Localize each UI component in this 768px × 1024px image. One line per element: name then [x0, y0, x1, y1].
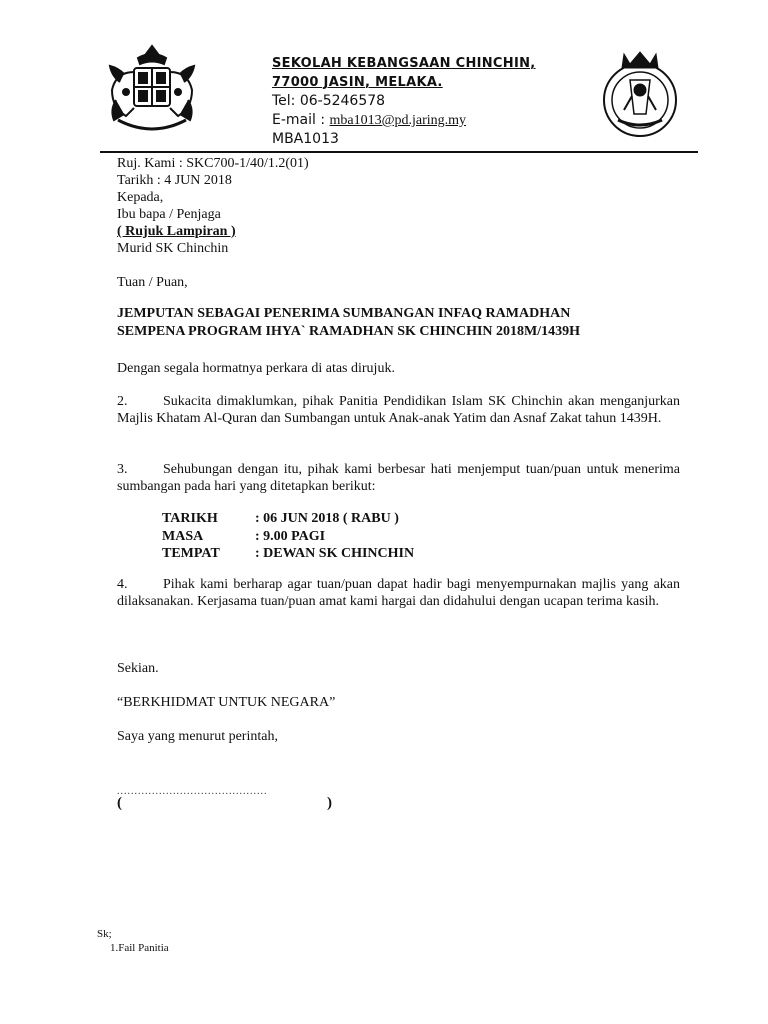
school-letterhead	[272, 54, 536, 149]
detail-row-time	[162, 528, 414, 546]
paragraph-4	[117, 576, 680, 610]
reference-block	[117, 155, 680, 257]
title-line-1: JEMPUTAN SEBAGAI PENERIMA SUMBANGAN INFAQ RAMADHAN	[117, 306, 571, 321]
cc-item: 1.Fail Panitia	[110, 942, 169, 954]
paragraph-2	[117, 393, 680, 427]
coat-of-arms-emblem-icon	[100, 42, 205, 138]
cc-label: Sk;	[97, 928, 112, 940]
signatory-open-paren: (	[117, 795, 122, 811]
signatory-name-placeholder	[117, 795, 332, 812]
recipient-name: Ibu bapa / Penjaga	[117, 207, 221, 222]
paragraph-4-number: 4.	[117, 577, 128, 592]
detail-value: : 9.00 PAGI	[255, 528, 326, 544]
signature-line: ...........................................	[117, 786, 268, 797]
paragraph-4-text: Pihak kami berharap agar tuan/puan dapat hadir bagi menyempurnakan majlis yang akan dilaksanakan. Kerjasama tuan/puan amat kami hargai dan didahului dengan ucapan terima kasih.	[117, 577, 680, 609]
opening-paragraph: Dengan segala hormatnya perkara di atas dirujuk.	[117, 361, 395, 376]
school-crest-icon	[590, 40, 690, 140]
paragraph-3-number: 3.	[117, 462, 128, 477]
paragraph-3-text: Sehubungan dengan itu, pihak kami berbesar hati menjemput tuan/puan untuk menerima sumbangan pada hari yang ditetapkan berikut:	[117, 462, 680, 494]
signatory-close-paren: )	[327, 795, 332, 811]
detail-value: : 06 JUN 2018 ( RABU )	[255, 511, 399, 526]
motto: “BERKHIDMAT UNTUK NEGARA”	[117, 695, 336, 710]
email-label: E-mail :	[272, 112, 326, 128]
school-email-line	[272, 111, 536, 130]
paragraph-2-text: Sukacita dimaklumkan, pihak Panitia Pendidikan Islam SK Chinchin akan menganjurkan Majlis Khatam Al-Quran dan Sumbangan untuk Anak-anak Yatim dan Asnaf Zakat tahun 1439H.	[117, 394, 680, 426]
detail-key: TEMPAT	[162, 546, 220, 561]
detail-key: TARIKH	[162, 511, 218, 526]
paragraph-2-number: 2.	[117, 394, 128, 409]
school-name: SEKOLAH KEBANGSAAN CHINCHIN,	[272, 56, 536, 71]
school-code: MBA1013	[272, 131, 339, 147]
detail-value: : DEWAN SK CHINCHIN	[255, 546, 415, 561]
paragraph-3	[117, 461, 680, 495]
event-details	[162, 510, 414, 563]
reference-number: Ruj. Kami : SKC700-1/40/1.2(01)	[117, 156, 309, 171]
attachment-reference: ( Rujuk Lampiran )	[117, 224, 236, 239]
email-link[interactable]: mba1013@pd.jaring.my	[329, 113, 467, 128]
letter-title	[117, 305, 680, 341]
school-telephone: Tel: 06-5246578	[272, 93, 386, 109]
closing-word: Sekian.	[117, 661, 159, 676]
sign-off: Saya yang menurut perintah,	[117, 729, 278, 744]
detail-row-date	[162, 510, 414, 528]
letterhead-divider	[100, 151, 698, 153]
recipient-group: Murid SK Chinchin	[117, 241, 229, 256]
recipient-to: Kepada,	[117, 190, 164, 205]
school-address: 77000 JASIN, MELAKA.	[272, 75, 443, 90]
title-line-2: SEMPENA PROGRAM IHYA` RAMADHAN SK CHINCHIN 2018M/1439H	[117, 324, 581, 339]
detail-row-venue	[162, 545, 414, 563]
salutation: Tuan / Puan,	[117, 275, 188, 290]
detail-key: MASA	[162, 528, 204, 544]
letter-date: Tarikh : 4 JUN 2018	[117, 173, 232, 188]
